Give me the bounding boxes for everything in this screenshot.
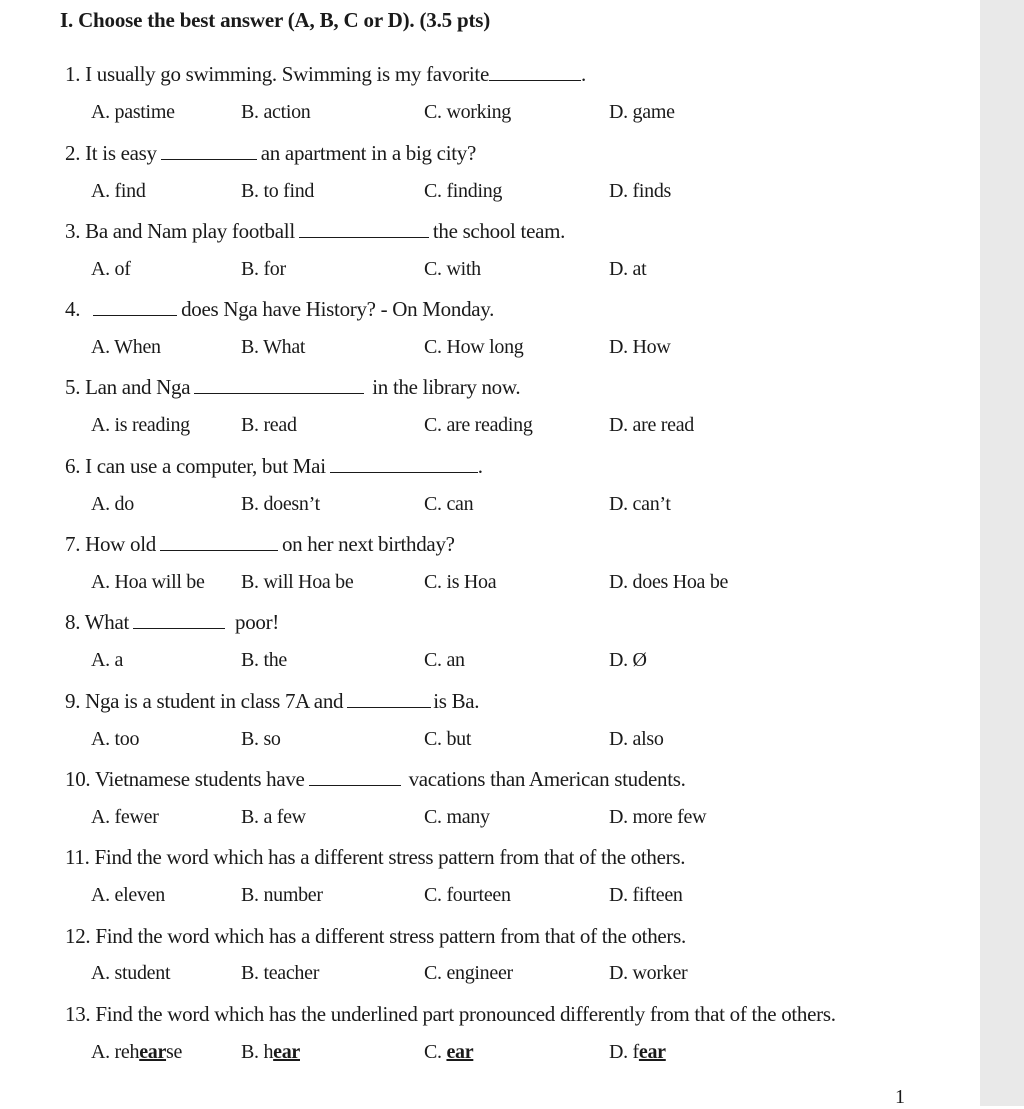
question-number: 9.: [65, 689, 81, 713]
option-prefix: B. h: [241, 1041, 274, 1063]
answer-blank: [133, 610, 225, 629]
question-text-after: the school team.: [432, 219, 566, 243]
option-d: D. How: [609, 336, 671, 358]
question-text-after: .: [477, 454, 483, 478]
question-text-after: in the library now.: [372, 375, 521, 399]
question-9: [65, 689, 479, 714]
option-a: A. eleven: [91, 884, 165, 906]
answer-blank: [347, 689, 431, 708]
option-d: D. finds: [609, 180, 672, 202]
question-10: [65, 767, 686, 792]
option-a: A. When: [91, 336, 161, 358]
option-d: D. Ø: [609, 649, 647, 671]
option-prefix: D. f: [609, 1041, 639, 1063]
option-b: B. the: [241, 649, 287, 671]
option-c: C. an: [424, 649, 465, 671]
option-d: D. fifteen: [609, 884, 683, 906]
answer-blank: [160, 532, 278, 551]
option-d: [609, 1041, 666, 1064]
question-number: 10.: [65, 767, 91, 791]
answer-blank: [489, 62, 581, 81]
option-d: D. at: [609, 258, 647, 280]
option-d: D. are read: [609, 414, 694, 436]
underlined-part: ear: [139, 1041, 167, 1063]
option-a: A. too: [91, 728, 140, 750]
answer-blank: [161, 141, 257, 160]
question-text-after: on her next birthday?: [281, 532, 455, 556]
option-a: A. a: [91, 649, 124, 671]
underlined-part: ear: [446, 1041, 474, 1063]
question-6: [65, 454, 483, 479]
question-text: Vietnamese students have: [94, 767, 305, 791]
question-text-after: an apartment in a big city?: [260, 141, 476, 165]
question-number: 2.: [65, 141, 81, 165]
question-2: [65, 141, 476, 166]
option-b: B. action: [241, 101, 311, 123]
question-text: Find the word which has a different stress pattern from that of the others.: [94, 845, 686, 869]
question-text-after: vacations than American students.: [408, 767, 686, 791]
option-c: C. fourteen: [424, 884, 511, 906]
question-text: What: [84, 610, 130, 634]
question-number: 12.: [65, 924, 91, 948]
answer-blank: [299, 219, 429, 238]
option-b: [241, 1041, 300, 1064]
option-d: D. also: [609, 728, 664, 750]
option-a: A. do: [91, 493, 134, 515]
question-text-after: .: [580, 62, 586, 86]
answer-blank: [309, 767, 401, 786]
question-7: [65, 532, 455, 557]
question-text: Find the word which has a different stress pattern from that of the others.: [95, 924, 686, 948]
option-a: A. find: [91, 180, 146, 202]
question-text: Nga is a student in class 7A and: [85, 689, 344, 713]
option-c: C. can: [424, 493, 474, 515]
question-5: [65, 375, 520, 400]
option-a: A. is reading: [91, 414, 190, 436]
question-text-after: does Nga have History? - On Monday.: [181, 297, 495, 321]
question-4: [65, 297, 494, 322]
question-12: [65, 924, 686, 949]
option-b: B. so: [241, 728, 281, 750]
option-d: D. does Hoa be: [609, 571, 729, 593]
option-c: C. many: [424, 806, 490, 828]
underlined-part: ear: [273, 1041, 300, 1063]
option-d: D. worker: [609, 962, 688, 984]
option-a: A. student: [91, 962, 171, 984]
option-a: A. pastime: [91, 101, 175, 123]
option-a: [91, 1041, 182, 1064]
viewer-background: [980, 0, 1024, 1106]
option-a: A. Hoa will be: [91, 571, 205, 593]
question-text: Find the word which has the underlined part pronounced differently from that of the others.: [95, 1002, 836, 1026]
question-11: [65, 845, 685, 870]
question-number: 13.: [65, 1002, 91, 1026]
page-number: 1: [895, 1086, 905, 1108]
option-b: B. doesn’t: [241, 493, 320, 515]
question-text: I can use a computer, but Mai: [85, 454, 326, 478]
question-text: Lan and Nga: [85, 375, 191, 399]
option-c: [424, 1041, 473, 1064]
option-b: B. will Hoa be: [241, 571, 354, 593]
question-8: [65, 610, 279, 635]
option-suffix: se: [166, 1041, 183, 1063]
option-c: C. finding: [424, 180, 503, 202]
question-number: 8.: [65, 610, 81, 634]
question-text-after: is Ba.: [433, 689, 480, 713]
answer-blank: [330, 454, 478, 473]
question-number: 4.: [65, 297, 81, 321]
question-number: 11.: [65, 845, 90, 869]
question-number: 3.: [65, 219, 81, 243]
question-number: 1.: [65, 62, 81, 86]
option-b: B. What: [241, 336, 306, 358]
question-text: It is easy: [85, 141, 157, 165]
question-13: [65, 1002, 836, 1027]
option-c: C. but: [424, 728, 472, 750]
option-c: C. How long: [424, 336, 524, 358]
option-d: D. can’t: [609, 493, 671, 515]
option-prefix: A. reh: [91, 1041, 140, 1063]
underlined-part: ear: [638, 1041, 666, 1063]
answer-blank: [93, 297, 177, 316]
question-3: [65, 219, 565, 244]
option-d: D. game: [609, 101, 675, 123]
option-a: A. of: [91, 258, 131, 280]
question-text-after: poor!: [235, 610, 280, 634]
option-a: A. fewer: [91, 806, 159, 828]
answer-blank: [194, 375, 364, 394]
option-b: B. teacher: [241, 962, 320, 984]
question-text: Ba and Nam play football: [85, 219, 295, 243]
question-text: How old: [85, 532, 156, 556]
option-b: B. number: [241, 884, 323, 906]
option-b: B. read: [241, 414, 297, 436]
question-text: I usually go swimming. Swimming is my favorite: [85, 62, 489, 86]
question-number: 7.: [65, 532, 81, 556]
question-number: 6.: [65, 454, 81, 478]
option-c: C. are reading: [424, 414, 533, 436]
option-c: C. engineer: [424, 962, 513, 984]
question-1: [65, 62, 586, 87]
option-c: C. working: [424, 101, 512, 123]
option-d: D. more few: [609, 806, 707, 828]
question-number: 5.: [65, 375, 81, 399]
option-prefix: C.: [424, 1041, 447, 1063]
option-c: C. is Hoa: [424, 571, 497, 593]
option-b: B. to find: [241, 180, 315, 202]
option-b: B. for: [241, 258, 286, 280]
option-c: C. with: [424, 258, 481, 280]
section-heading: I. Choose the best answer (A, B, C or D). (3.5 pts): [60, 8, 491, 32]
option-b: B. a few: [241, 806, 306, 828]
